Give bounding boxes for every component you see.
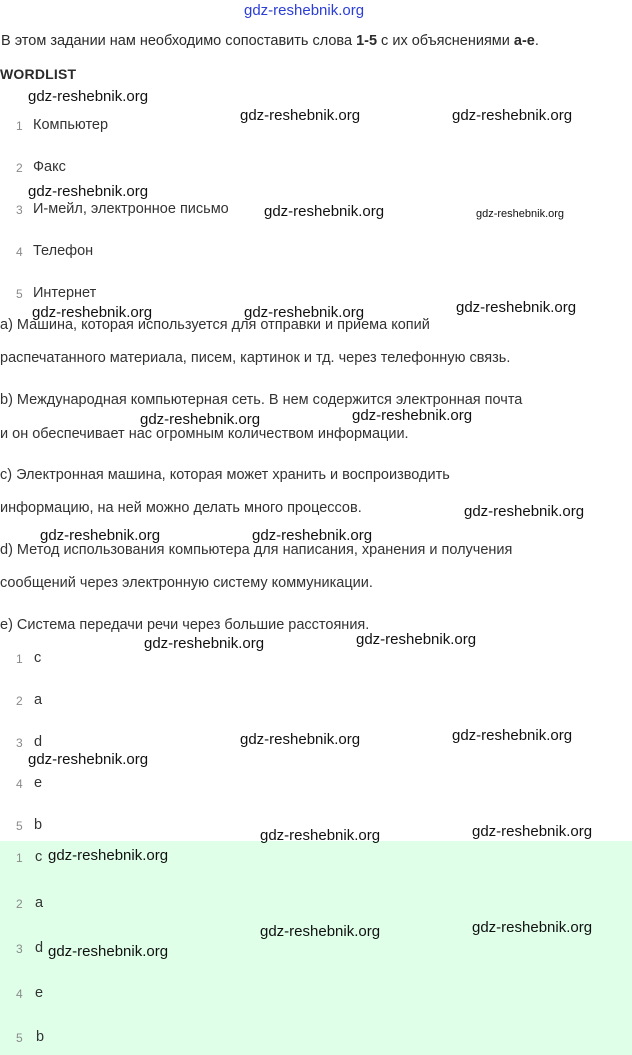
watermark: gdz-reshebnik.org [352,407,473,424]
answer-letter: a [34,692,43,708]
task-intro: В этом задании нам необходимо сопоставить слова 1-5 с их объяснениями a-e. [1,33,539,49]
watermark: gdz-reshebnik.org [48,943,169,960]
watermark: gdz-reshebnik.org [40,527,161,544]
wordlist-number: 5 [16,287,23,301]
definition-line: информацию, на ней можно делать много процессов. [0,500,362,516]
wordlist-word: Телефон [33,243,94,259]
watermark: gdz-reshebnik.org [260,923,381,940]
watermark: gdz-reshebnik.org [240,731,361,748]
answer-number: 5 [16,1031,23,1045]
watermark: gdz-reshebnik.org [28,183,149,200]
watermark: gdz-reshebnik.org [472,919,593,936]
watermark: gdz-reshebnik.org [452,727,573,744]
answer-number: 2 [16,694,23,708]
definition-line: b) Международная компьютерная сеть. В нем содержится электронная почта [0,392,523,408]
answer-number: 2 [16,897,23,911]
answer-letter: d [34,734,43,750]
answer-number: 3 [16,942,23,956]
watermark: gdz-reshebnik.org [144,635,265,652]
watermark: gdz-reshebnik.org [28,751,149,768]
answer-letter: b [36,1029,45,1045]
answer-letter: a [35,895,44,911]
answer-letter: d [35,940,44,956]
answer-letter: c [35,849,43,865]
definition-line: d) Метод использования компьютера для написания, хранения и получения [0,542,513,558]
answer-number: 5 [16,819,23,833]
watermark: gdz-reshebnik.org [240,107,361,124]
wordlist-number: 1 [16,119,23,133]
definition-line: e) Система передачи речи через большие расстояния. [0,617,370,633]
watermark: gdz-reshebnik.org [464,503,585,520]
watermark: gdz-reshebnik.org [32,304,153,321]
wordlist-number: 3 [16,203,23,217]
definition-line: c) Электронная машина, которая может хранить и воспроизводить [0,467,450,483]
watermark: gdz-reshebnik.org [456,299,577,316]
wordlist-word: Факс [33,159,66,175]
watermark: gdz-reshebnik.org [260,827,381,844]
definition-line: a) Машина, которая используется для отправки и приема копий [0,317,430,333]
wordlist-word: Компьютер [33,117,109,133]
watermark: gdz-reshebnik.org [452,107,573,124]
answer-number: 3 [16,736,23,750]
watermark: gdz-reshebnik.org [356,631,477,648]
definition-line: и он обеспечивает нас огромным количеством информации. [0,426,409,442]
answer-letter: b [34,817,43,833]
watermark: gdz-reshebnik.org [252,527,373,544]
answer-number: 4 [16,987,23,1001]
answer-letter: e [34,775,43,791]
definition-line: сообщений через электронную систему коммуникации. [0,575,373,591]
answer-number: 4 [16,777,23,791]
watermark: gdz-reshebnik.org [140,411,261,428]
wordlist-word: И-мейл, электронное письмо [33,201,229,217]
watermark: gdz-reshebnik.org [472,823,593,840]
watermark: gdz-reshebnik.org [264,203,385,220]
watermark: gdz-reshebnik.org [476,208,565,220]
watermark: gdz-reshebnik.org [48,847,169,864]
wordlist-number: 4 [16,245,23,259]
wordlist-heading: WORDLIST [0,66,77,82]
site-title[interactable]: gdz-reshebnik.org [244,2,365,19]
answer-number: 1 [16,851,23,865]
watermark: gdz-reshebnik.org [28,88,149,105]
definition-line: распечатанного материала, писем, картинок и тд. через телефонную связь. [0,350,511,366]
answer-letter: e [35,985,44,1001]
wordlist-number: 2 [16,161,23,175]
answer-letter: c [34,650,42,666]
answer-number: 1 [16,652,23,666]
watermark: gdz-reshebnik.org [244,304,365,321]
wordlist-word: Интернет [33,285,97,301]
